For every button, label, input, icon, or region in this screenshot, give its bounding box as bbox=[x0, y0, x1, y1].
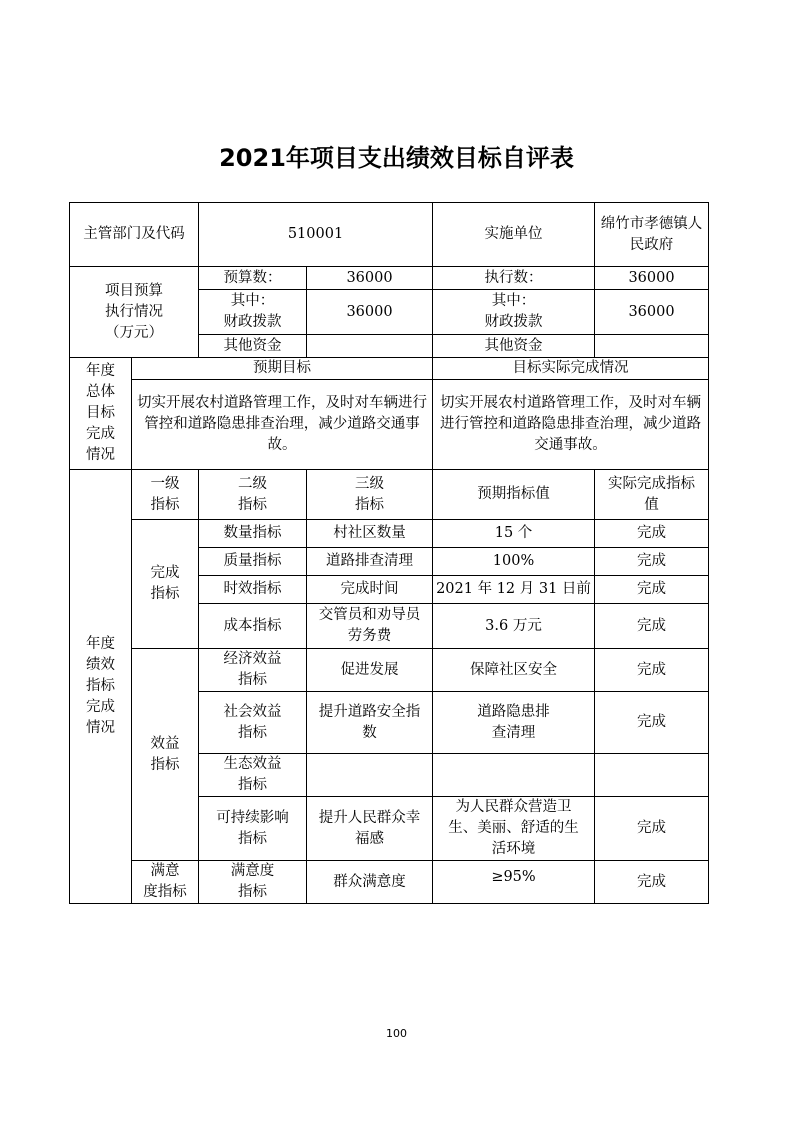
exec-amount-value: 36000 bbox=[595, 267, 709, 290]
benefit-indicator-label: 效益 指标 bbox=[132, 649, 199, 861]
other-funds-label: 其他资金 bbox=[199, 335, 307, 358]
table-row-l3 bbox=[307, 754, 433, 797]
fiscal-budget-label: 其中： 财政拨款 bbox=[199, 290, 307, 335]
table-row-expected: 100% bbox=[433, 548, 595, 576]
table-row-l2: 社会效益 指标 bbox=[199, 692, 307, 754]
table-row-l2: 满意度 指标 bbox=[199, 861, 307, 904]
table-row-l2: 质量指标 bbox=[199, 548, 307, 576]
col-header-l2: 二级 指标 bbox=[199, 470, 307, 520]
table-row-l3: 完成时间 bbox=[307, 576, 433, 604]
table-row-expected: 15 个 bbox=[433, 520, 595, 548]
col-header-l1: 一级 指标 bbox=[132, 470, 199, 520]
dept-code: 510001 bbox=[199, 203, 433, 267]
impl-label: 实施单位 bbox=[433, 203, 595, 267]
table-row-actual: 完成 bbox=[595, 604, 709, 649]
budget-amount-value: 36000 bbox=[307, 267, 433, 290]
table-row-actual: 完成 bbox=[595, 861, 709, 904]
table-row-actual: 完成 bbox=[595, 649, 709, 692]
col-header-actual: 实际完成指标 值 bbox=[595, 470, 709, 520]
fiscal-exec-value: 36000 bbox=[595, 290, 709, 335]
budget-label: 项目预算 执行情况 （万元） bbox=[70, 267, 199, 358]
other-funds-exec-label: 其他资金 bbox=[433, 335, 595, 358]
indicators-label: 年度 绩效 指标 完成 情况 bbox=[70, 470, 132, 904]
budget-amount-label: 预算数： bbox=[199, 267, 307, 290]
table-row-actual: 完成 bbox=[595, 692, 709, 754]
fiscal-budget-value: 36000 bbox=[307, 290, 433, 335]
other-funds-budget bbox=[307, 335, 433, 358]
goals-label: 年度 总体 目标 完成 情况 bbox=[70, 358, 132, 470]
col-header-l3: 三级 指标 bbox=[307, 470, 433, 520]
table-row-l3: 提升人民群众幸 福感 bbox=[307, 797, 433, 861]
impl-value: 绵竹市孝德镇人民政府 bbox=[595, 203, 709, 267]
completion-indicator-label: 完成 指标 bbox=[132, 520, 199, 649]
actual-goal-header: 目标实际完成情况 bbox=[433, 358, 709, 380]
expected-goal-text: 切实开展农村道路管理工作，及时对车辆进行管控和道路隐患排查治理，减少道路交通事故。 bbox=[132, 380, 433, 470]
other-funds-exec bbox=[595, 335, 709, 358]
table-row-l2: 数量指标 bbox=[199, 520, 307, 548]
table-row-l2: 可持续影响 指标 bbox=[199, 797, 307, 861]
fiscal-exec-label: 其中： 财政拨款 bbox=[433, 290, 595, 335]
table-row-l2: 时效指标 bbox=[199, 576, 307, 604]
table-row-l3: 促进发展 bbox=[307, 649, 433, 692]
evaluation-table bbox=[69, 202, 709, 904]
table-row-expected: 3.6 万元 bbox=[433, 604, 595, 649]
table-row-l3: 道路排查清理 bbox=[307, 548, 433, 576]
expected-goal-header: 预期目标 bbox=[132, 358, 433, 380]
table-row-expected: 2021 年 12 月 31 日前 bbox=[433, 576, 595, 604]
table-row-l2: 生态效益 指标 bbox=[199, 754, 307, 797]
table-row-actual: 完成 bbox=[595, 520, 709, 548]
table-row-l2: 成本指标 bbox=[199, 604, 307, 649]
exec-amount-label: 执行数： bbox=[433, 267, 595, 290]
table-row-actual: 完成 bbox=[595, 797, 709, 861]
table-row-expected bbox=[433, 754, 595, 797]
satisfaction-indicator-label: 满意 度指标 bbox=[132, 861, 199, 904]
table-row-l2: 经济效益 指标 bbox=[199, 649, 307, 692]
page-title: 2021年项目支出绩效目标自评表 bbox=[219, 144, 574, 172]
page-number: 100 bbox=[386, 1027, 407, 1040]
table-row-expected: ≥95% bbox=[433, 861, 595, 904]
table-row-expected: 为人民群众营造卫 生、美丽、舒适的生 活环境 bbox=[433, 797, 595, 861]
table-row-actual bbox=[595, 754, 709, 797]
table-row-expected: 道路隐患排 查清理 bbox=[433, 692, 595, 754]
table-row-l3: 群众满意度 bbox=[307, 861, 433, 904]
dept-label: 主管部门及代码 bbox=[70, 203, 199, 267]
col-header-expected: 预期指标值 bbox=[433, 470, 595, 520]
table-row-expected: 保障社区安全 bbox=[433, 649, 595, 692]
table-row-l3: 村社区数量 bbox=[307, 520, 433, 548]
actual-goal-text: 切实开展农村道路管理工作，及时对车辆进行管控和道路隐患排查治理，减少道路交通事故。 bbox=[433, 380, 709, 470]
table-row-actual: 完成 bbox=[595, 548, 709, 576]
table-row-l3: 交管员和劝导员 劳务费 bbox=[307, 604, 433, 649]
table-row-l3: 提升道路安全指 数 bbox=[307, 692, 433, 754]
table-row-actual: 完成 bbox=[595, 576, 709, 604]
